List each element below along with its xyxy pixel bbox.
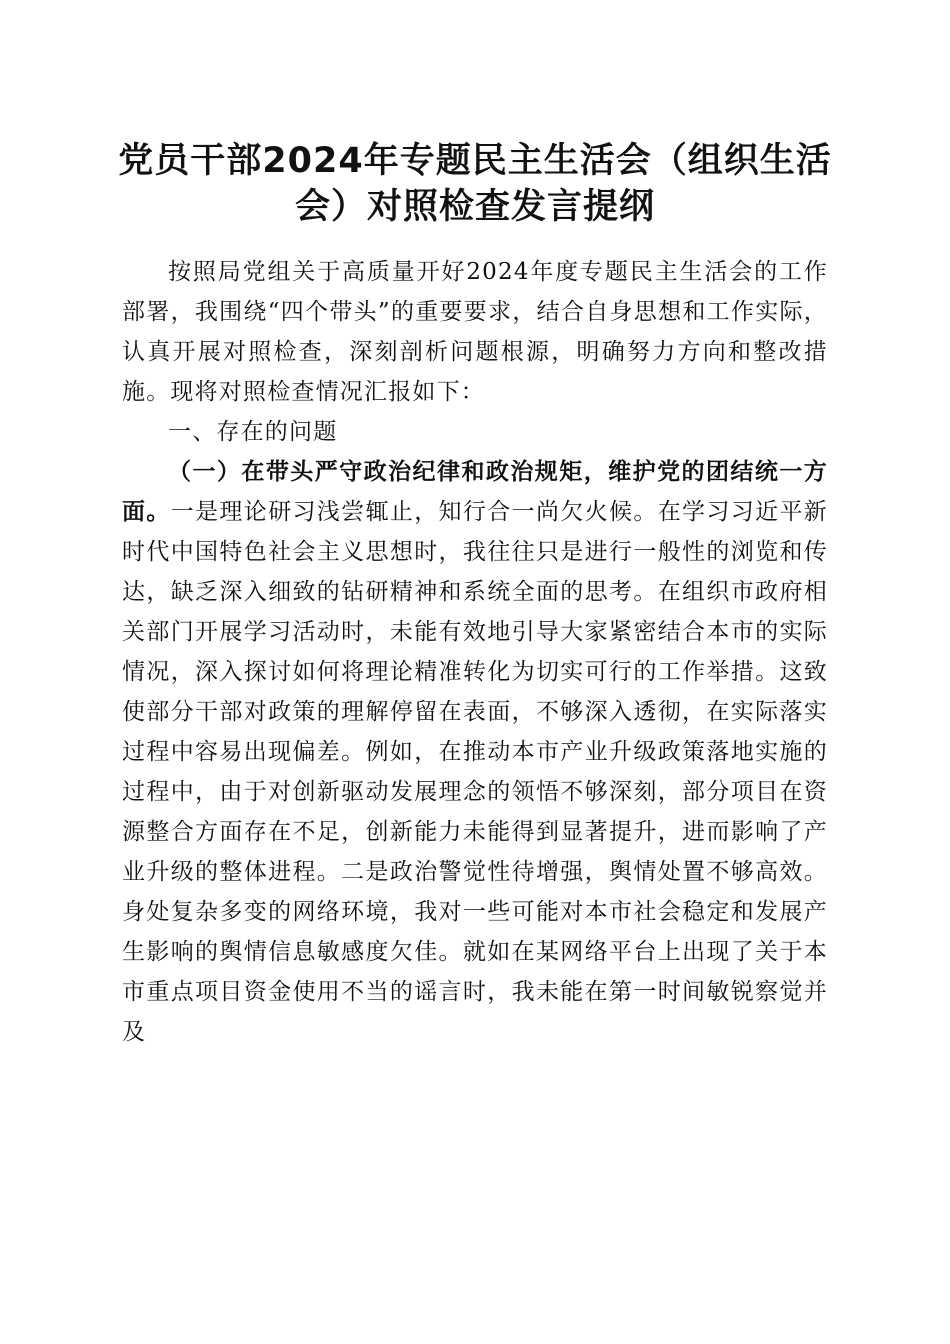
intro-paragraph: 按照局党组关于高质量开好2024年度专题民主生活会的工作部署，我围绕“四个带头”的重要要求，结合自身思想和工作实际，认真开展对照检查，深刻剖析问题根源，明确努力方向和整改措施。现将对照检查情况汇报如下： xyxy=(122,259,828,405)
document-body xyxy=(122,252,828,1052)
document-title: 党员干部2024年专题民主生活会（组织生活会）对照检查发言提纲 xyxy=(118,141,832,227)
subsection-paragraph xyxy=(122,452,828,1052)
subsection-body: 一是理论研习浅尝辄止，知行合一尚欠火候。在学习习近平新时代中国特色社会主义思想时，我往往只是进行一般性的浏览和传达，缺乏深入细致的钻研精神和系统全面的思考。在组织市政府相关部门开展学习活动时，未能有效地引导大家紧密结合本市的实际情况，深入探讨如何将理论精准转化为切实可行的工作举措。这致使部分干部对政策的理解停留在表面，不够深入透彻，在实际落实过程中容易出现偏差。例如，在推动本市产业升级政策落地实施的过程中，由于对创新驱动发展理念的领悟不够深刻，部分项目在资源整合方面存在不足，创新能力未能得到显著提升，进而影响了产业升级的整体进程。二是政治警觉性待增强，舆情处置不够高效。身处复杂多变的网络环境，我对一些可能对本市社会稳定和发展产生影响的舆情信息敏感度欠佳。就如在某网络平台上出现了关于本市重点项目资金使用不当的谣言时，我未能在第一时间敏锐察觉并及 xyxy=(122,499,828,1045)
subsection-title: （一）在带头严守政治纪律和政治规矩，维护党的团结统一方面。 xyxy=(122,458,828,525)
section-heading-problems: 一、存在的问题 xyxy=(168,419,338,445)
